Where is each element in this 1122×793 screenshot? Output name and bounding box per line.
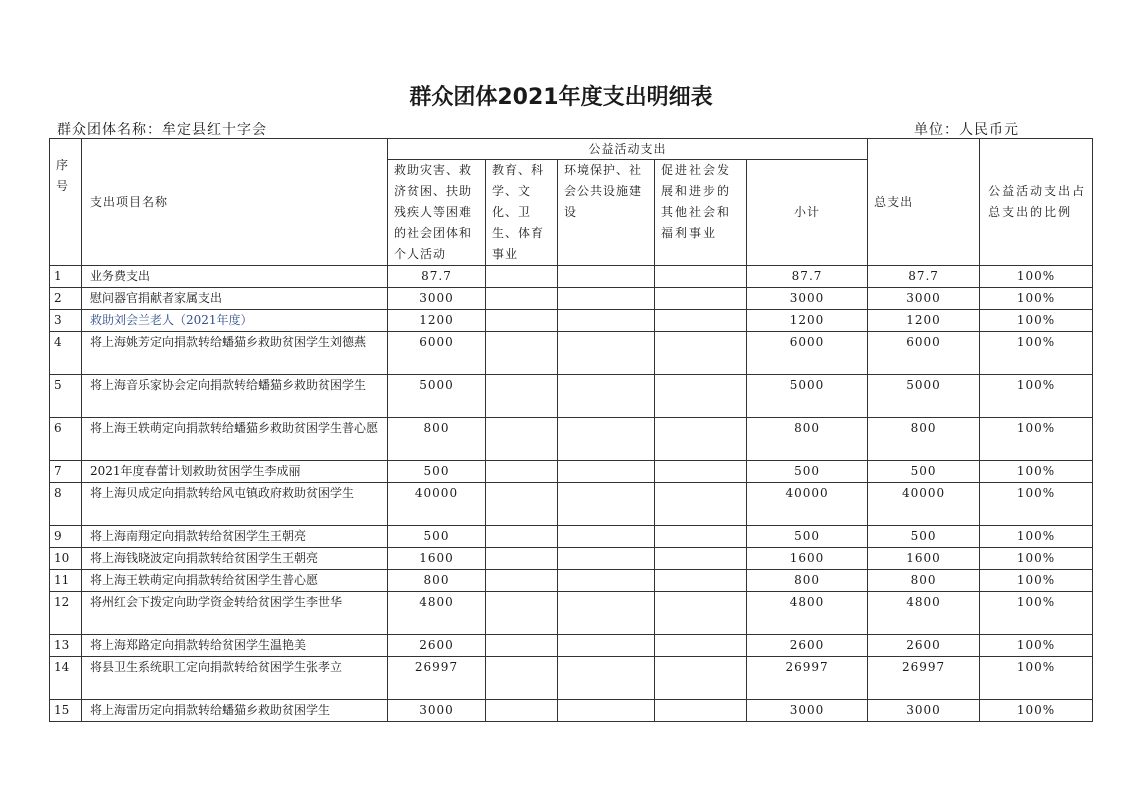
row-total: 800	[868, 418, 980, 461]
row-education-science	[486, 592, 558, 635]
row-disaster-relief: 800	[388, 418, 486, 461]
row-subtotal: 6000	[747, 332, 868, 375]
row-ratio: 100%	[980, 548, 1093, 570]
row-social-welfare	[655, 461, 747, 483]
header-item-name: 支出项目名称	[82, 139, 388, 266]
row-number: 6	[50, 418, 82, 461]
row-environment	[558, 310, 655, 332]
row-environment	[558, 700, 655, 722]
row-total: 87.7	[868, 266, 980, 288]
row-number: 12	[50, 592, 82, 635]
table-row	[50, 700, 1093, 722]
row-ratio: 100%	[980, 570, 1093, 592]
row-environment	[558, 570, 655, 592]
row-subtotal: 800	[747, 570, 868, 592]
row-number: 3	[50, 310, 82, 332]
table-row	[50, 657, 1093, 700]
expense-table	[49, 138, 1093, 722]
row-ratio: 100%	[980, 418, 1093, 461]
row-number: 2	[50, 288, 82, 310]
row-environment	[558, 483, 655, 526]
row-ratio: 100%	[980, 483, 1093, 526]
row-disaster-relief: 3000	[388, 700, 486, 722]
row-environment	[558, 592, 655, 635]
row-subtotal: 3000	[747, 288, 868, 310]
row-number: 1	[50, 266, 82, 288]
table-row	[50, 548, 1093, 570]
row-total: 3000	[868, 288, 980, 310]
row-ratio: 100%	[980, 332, 1093, 375]
row-subtotal: 4800	[747, 592, 868, 635]
row-disaster-relief: 1200	[388, 310, 486, 332]
row-number: 11	[50, 570, 82, 592]
row-disaster-relief: 5000	[388, 375, 486, 418]
row-item-name: 2021年度春蕾计划救助贫困学生李成丽	[82, 461, 388, 483]
row-number: 9	[50, 526, 82, 548]
row-total: 1600	[868, 548, 980, 570]
row-total: 500	[868, 461, 980, 483]
row-item-name: 将上海王轶萌定向捐款转给蟠猫乡救助贫困学生普心愿	[82, 418, 388, 461]
row-total: 3000	[868, 700, 980, 722]
row-number: 5	[50, 375, 82, 418]
row-number: 4	[50, 332, 82, 375]
row-subtotal: 3000	[747, 700, 868, 722]
organization-label: 群众团体名称：牟定县红十字会	[57, 122, 267, 138]
header-disaster-relief: 救助灾害、救济贫困、扶助残疾人等困难的社会团体和个人活动	[388, 160, 486, 266]
row-subtotal: 5000	[747, 375, 868, 418]
row-environment	[558, 548, 655, 570]
row-education-science	[486, 310, 558, 332]
row-item-name: 慰问器官捐献者家属支出	[82, 288, 388, 310]
row-total: 800	[868, 570, 980, 592]
row-ratio: 100%	[980, 310, 1093, 332]
header-public-welfare-group: 公益活动支出	[388, 139, 868, 160]
row-item-name: 将上海姚芳定向捐款转给蟠猫乡救助贫困学生刘德燕	[82, 332, 388, 375]
row-environment	[558, 418, 655, 461]
row-disaster-relief: 500	[388, 526, 486, 548]
row-ratio: 100%	[980, 288, 1093, 310]
row-total: 6000	[868, 332, 980, 375]
row-social-welfare	[655, 700, 747, 722]
table-row	[50, 418, 1093, 461]
row-ratio: 100%	[980, 592, 1093, 635]
row-social-welfare	[655, 570, 747, 592]
row-disaster-relief: 6000	[388, 332, 486, 375]
row-disaster-relief: 800	[388, 570, 486, 592]
row-environment	[558, 657, 655, 700]
row-education-science	[486, 657, 558, 700]
row-disaster-relief: 26997	[388, 657, 486, 700]
row-education-science	[486, 332, 558, 375]
table-row	[50, 483, 1093, 526]
row-item-name: 将上海郑路定向捐款转给贫困学生温艳美	[82, 635, 388, 657]
row-subtotal: 40000	[747, 483, 868, 526]
table-row	[50, 635, 1093, 657]
row-disaster-relief: 40000	[388, 483, 486, 526]
row-subtotal: 1200	[747, 310, 868, 332]
row-number: 13	[50, 635, 82, 657]
row-disaster-relief: 500	[388, 461, 486, 483]
table-row	[50, 288, 1093, 310]
row-environment	[558, 332, 655, 375]
row-education-science	[486, 418, 558, 461]
table-row	[50, 526, 1093, 548]
row-social-welfare	[655, 657, 747, 700]
row-education-science	[486, 288, 558, 310]
row-number: 7	[50, 461, 82, 483]
row-total: 2600	[868, 635, 980, 657]
table-row	[50, 332, 1093, 375]
row-disaster-relief: 3000	[388, 288, 486, 310]
table-row	[50, 375, 1093, 418]
row-social-welfare	[655, 592, 747, 635]
row-disaster-relief: 4800	[388, 592, 486, 635]
row-social-welfare	[655, 266, 747, 288]
row-item-name: 救助刘会兰老人（2021年度）	[82, 310, 388, 332]
row-social-welfare	[655, 635, 747, 657]
header-education-science: 教育、科学、文化、卫生、体育事业	[486, 160, 558, 266]
row-subtotal: 800	[747, 418, 868, 461]
row-environment	[558, 288, 655, 310]
row-subtotal: 500	[747, 526, 868, 548]
row-item-name: 将上海钱晓波定向捐款转给贫困学生王朝亮	[82, 548, 388, 570]
row-item-name: 业务费支出	[82, 266, 388, 288]
row-item-name: 将上海南翔定向捐款转给贫困学生王朝亮	[82, 526, 388, 548]
row-item-name: 将上海王轶萌定向捐款转给贫困学生普心愿	[82, 570, 388, 592]
table-row	[50, 592, 1093, 635]
row-education-science	[486, 483, 558, 526]
table-header	[50, 139, 1093, 266]
row-total: 4800	[868, 592, 980, 635]
row-ratio: 100%	[980, 657, 1093, 700]
row-ratio: 100%	[980, 375, 1093, 418]
row-number: 10	[50, 548, 82, 570]
row-social-welfare	[655, 375, 747, 418]
row-social-welfare	[655, 332, 747, 375]
row-total: 1200	[868, 310, 980, 332]
row-education-science	[486, 461, 558, 483]
row-disaster-relief: 2600	[388, 635, 486, 657]
row-subtotal: 2600	[747, 635, 868, 657]
row-subtotal: 87.7	[747, 266, 868, 288]
row-subtotal: 26997	[747, 657, 868, 700]
row-education-science	[486, 570, 558, 592]
row-number: 15	[50, 700, 82, 722]
row-environment	[558, 526, 655, 548]
row-ratio: 100%	[980, 526, 1093, 548]
row-item-name: 将县卫生系统职工定向捐款转给贫困学生张孝立	[82, 657, 388, 700]
table-row	[50, 310, 1093, 332]
row-disaster-relief: 1600	[388, 548, 486, 570]
row-total: 26997	[868, 657, 980, 700]
table-row	[50, 461, 1093, 483]
row-total: 500	[868, 526, 980, 548]
row-education-science	[486, 635, 558, 657]
row-item-name: 将上海音乐家协会定向捐款转给蟠猫乡救助贫困学生	[82, 375, 388, 418]
page-title: 群众团体2021年度支出明细表	[409, 85, 713, 110]
row-total: 5000	[868, 375, 980, 418]
row-disaster-relief: 87.7	[388, 266, 486, 288]
unit-label: 单位：人民币元	[914, 122, 1019, 138]
row-item-name: 将上海贝成定向捐款转给风屯镇政府救助贫困学生	[82, 483, 388, 526]
row-social-welfare	[655, 288, 747, 310]
row-social-welfare	[655, 418, 747, 461]
row-environment	[558, 266, 655, 288]
header-subtotal: 小计	[747, 160, 868, 266]
row-social-welfare	[655, 310, 747, 332]
header-environment: 环境保护、社会公共设施建设	[558, 160, 655, 266]
row-subtotal: 1600	[747, 548, 868, 570]
row-subtotal: 500	[747, 461, 868, 483]
row-ratio: 100%	[980, 461, 1093, 483]
row-social-welfare	[655, 526, 747, 548]
row-environment	[558, 375, 655, 418]
table-row	[50, 570, 1093, 592]
row-ratio: 100%	[980, 700, 1093, 722]
row-number: 8	[50, 483, 82, 526]
row-education-science	[486, 700, 558, 722]
header-social-welfare: 促进社会发展和进步的其他社会和福利事业	[655, 160, 747, 266]
header-ratio: 公益活动支出占总支出的比例	[980, 139, 1093, 266]
row-social-welfare	[655, 548, 747, 570]
header-total: 总支出	[868, 139, 980, 266]
row-education-science	[486, 526, 558, 548]
row-ratio: 100%	[980, 635, 1093, 657]
row-item-name: 将州红会下拨定向助学资金转给贫困学生李世华	[82, 592, 388, 635]
row-social-welfare	[655, 483, 747, 526]
row-education-science	[486, 375, 558, 418]
row-environment	[558, 635, 655, 657]
header-seq: 序号	[50, 139, 82, 266]
row-environment	[558, 461, 655, 483]
row-education-science	[486, 548, 558, 570]
row-total: 40000	[868, 483, 980, 526]
row-number: 14	[50, 657, 82, 700]
row-ratio: 100%	[980, 266, 1093, 288]
row-item-name: 将上海雷历定向捐款转给蟠猫乡救助贫困学生	[82, 700, 388, 722]
row-education-science	[486, 266, 558, 288]
table-row	[50, 266, 1093, 288]
